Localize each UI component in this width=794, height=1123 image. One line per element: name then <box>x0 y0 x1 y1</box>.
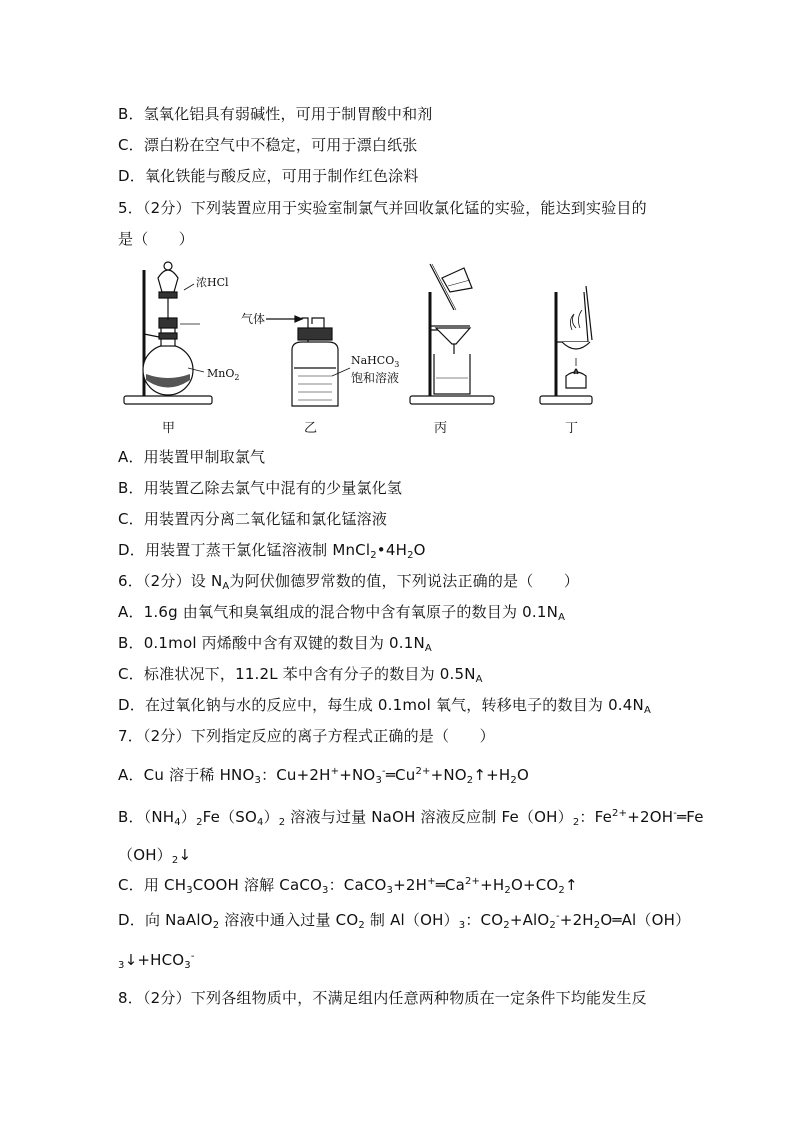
option-4d: D．氧化铁能与酸反应，可用于制作红色涂料 <box>118 167 419 185</box>
apparatus-bing <box>410 264 494 404</box>
option-5b: B．用装置乙除去氯气中混有的少量氯化氢 <box>118 479 403 497</box>
option-6c: C．标准状况下，11.2L 苯中含有分子的数目为 $0.5N_A$ <box>118 665 483 685</box>
caption-jia: 甲 <box>162 421 176 436</box>
question-5-stem: 5．（2分）下列装置应用于实验室制氯气并回收氯化锰的实验，能达到实验目的 <box>118 199 647 217</box>
option-7b-cont: $(OH)_2↓$ <box>118 846 192 866</box>
option-7a: A．Cu 溶于稀 $HNO_3$：$Cu+2H^++NO_3^-═Cu^{2+}+NO_2↑+H_2O$ <box>118 766 529 786</box>
option-7d-cont: $_3↓+HCO_3^-$ <box>118 951 195 971</box>
label-gas: 气体 <box>241 312 266 326</box>
option-7d: D．向 NaAlO$_2$ 溶液中通入过量 $CO_2$ 制 $Al(OH)_3$：$CO_2+AlO_2^-+2H_2O═Al(OH)$ <box>118 911 691 931</box>
option-6b: B．0.1mol 丙烯酸中含有双键的数目为 $0.1N_A$ <box>118 634 432 654</box>
question-6-stem: 6．（2分）设 $N_A$为阿伏伽德罗常数的值，下列说法正确的是（ ） <box>118 572 580 592</box>
caption-bing: 丙 <box>434 421 448 436</box>
apparatus-figure <box>118 258 618 443</box>
option-6d: D．在过氧化钠与水的反应中，每生成 0.1mol 氧气，转移电子的数目为 $0.4N_A$ <box>118 696 651 716</box>
option-5c: C．用装置丙分离二氧化锰和氯化锰溶液 <box>118 510 388 528</box>
question-8-stem: 8．（2分）下列各组物质中，不满足组内任意两种物质在一定条件下均能发生反 <box>118 989 647 1007</box>
option-5a: A．用装置甲制取氯气 <box>118 448 266 466</box>
option-5d: D．用装置丁蒸干氯化锰溶液制 $MnCl_2•4H_2O$ <box>118 541 426 561</box>
option-6a: A．1.6g 由氧气和臭氧组成的混合物中含有氧原子的数目为 $0.1N_A$ <box>118 603 566 623</box>
apparatus-yi <box>266 316 350 406</box>
question-5-stem-cont: 是（ ） <box>118 230 195 248</box>
option-7c: C．用 $CH_3COOH$ 溶解 CaCO$_3$：$CaCO_3+2H^+═Ca^{2+}+H_2O+CO_2↑$ <box>118 876 578 896</box>
label-nahco3: NaHCO$_3$ <box>351 354 400 369</box>
option-4c: C．漂白粉在空气中不稳定，可用于漂白纸张 <box>118 136 418 154</box>
label-conc-hcl: 浓HCl <box>196 276 229 289</box>
caption-ding: 丁 <box>565 421 579 436</box>
label-saturated-solution: 饱和溶液 <box>351 371 400 385</box>
apparatus-ding <box>540 286 592 404</box>
label-mno2: MnO$_2$ <box>207 367 240 382</box>
caption-yi: 乙 <box>304 421 318 436</box>
question-7-stem: 7．（2分）下列指定反应的离子方程式正确的是（ ） <box>118 727 495 745</box>
option-4b: B．氢氧化铝具有弱碱性，可用于制胃酸中和剂 <box>118 105 433 123</box>
option-7b: B．$(NH_4)_2Fe(SO_4)_2$ 溶液与过量 NaOH 溶液反应制 $Fe(OH)_2$：$Fe^{2+}+2OH^-═Fe$ <box>118 808 704 828</box>
